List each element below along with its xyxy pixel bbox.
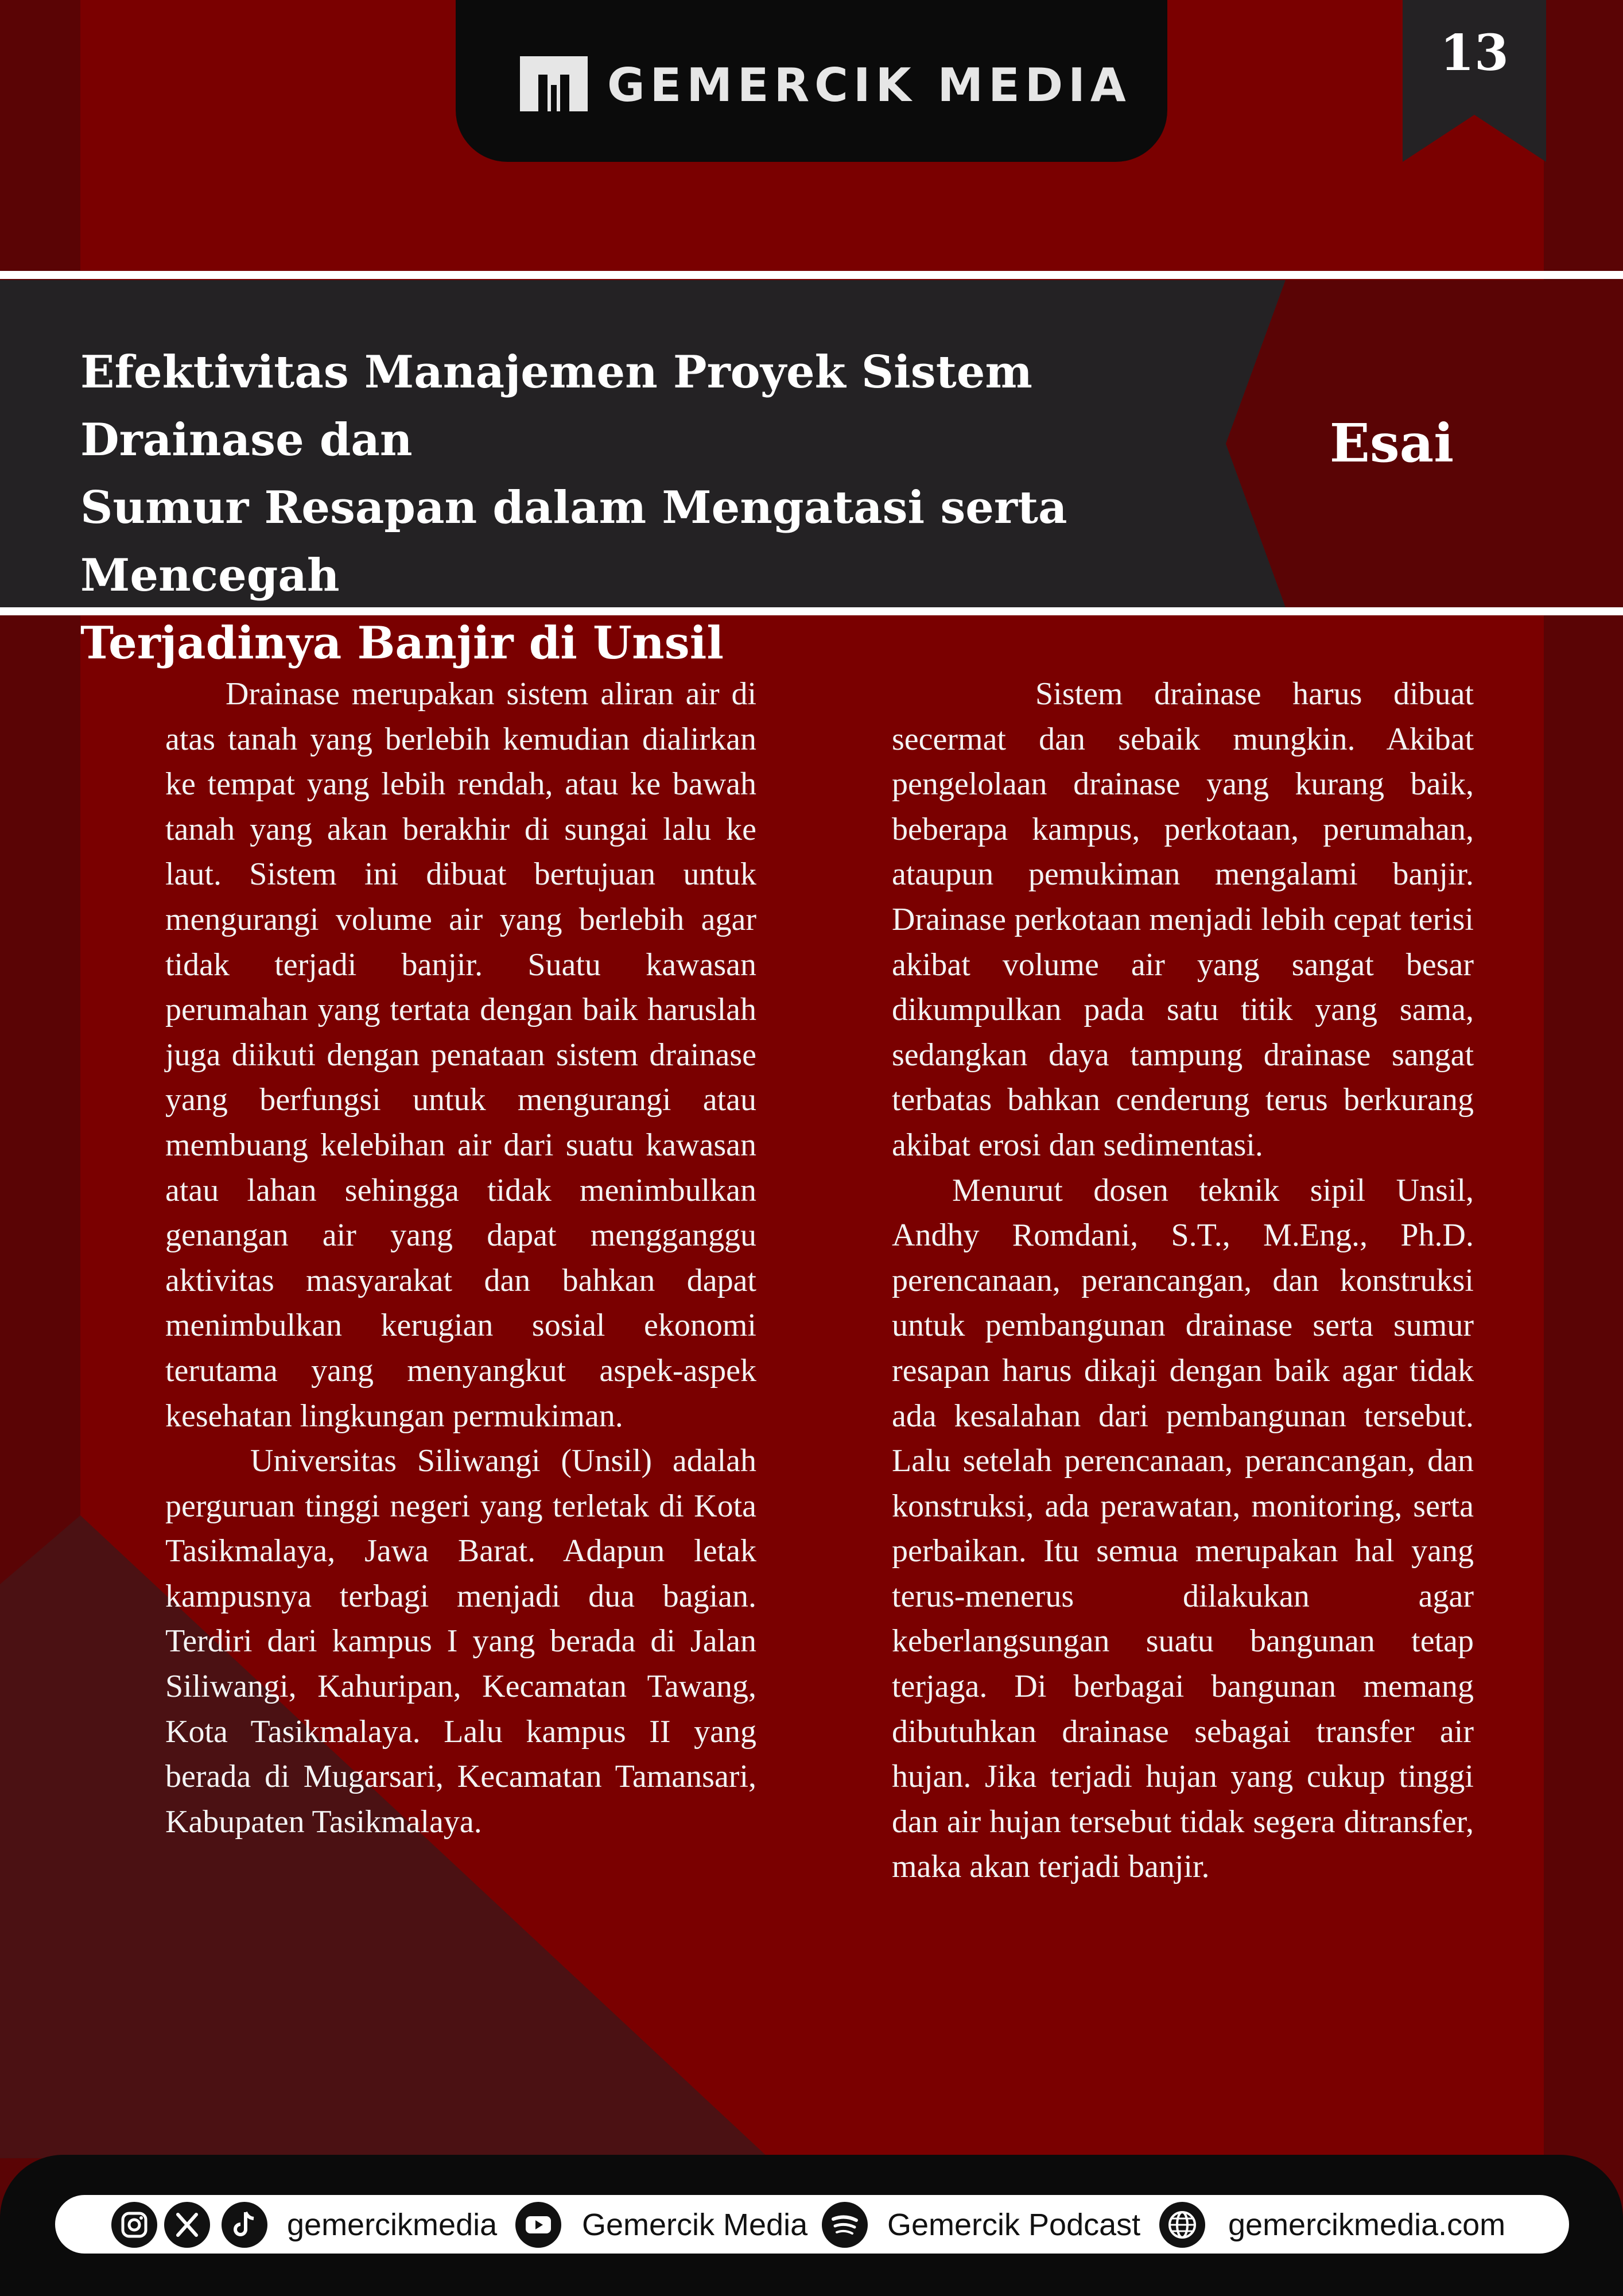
youtube-icon[interactable] xyxy=(515,2202,561,2248)
brand-name: GEMERCIK MEDIA xyxy=(607,59,1131,112)
instagram-icon[interactable] xyxy=(111,2202,157,2248)
article-paragraph: Sistem drainase harus dibuat secermat dan sebaik mungkin. Akibat pengelolaan drainase yang kurang baik, beberapa kampus, perkotaan, perumahan, ataupun pemukiman mengalami banjir. Drainase perkotaan menjadi lebih cepat terisi akibat volume air yang sangat besar dikumpulkan pada satu titik yang sama, sedangkan daya tampung drainase sangat terbatas bahkan cenderung terus berkurang akibat erosi dan sedimentasi. xyxy=(892,676,1474,1163)
article-paragraph: Menurut dosen teknik sipil Unsil, Andhy Romdani, S.T., M.Eng., Ph.D. perencanaan, perancangan, dan konstruksi untuk pembangunan drainase serta sumur resapan harus dikaji dengan baik agar tidak ada kesalahan dari pembangunan tersebut. Lalu setelah perencanaan, perancangan, dan konstruksi, ada perawatan, monitoring, serta perbaikan. Itu semua merupakan hal yang terus-menerus dilakukan agar keberlangsungan suatu bangunan tetap terjaga. Di berbagai bangunan memang dibutuhkan drainase sebagai transfer air hujan. Jika terjadi hujan yang cukup tinggi dan air hujan tersebut tidak segera ditransfer, maka akan terjadi banjir. xyxy=(892,1172,1474,1885)
globe-icon[interactable] xyxy=(1159,2202,1205,2248)
youtube-link[interactable]: Gemercik Media xyxy=(582,2208,808,2242)
article-title-line: Sumur Resapan dalam Mengatasi serta Mencegah xyxy=(80,482,1067,602)
podcast-link[interactable]: Gemercik Podcast xyxy=(887,2208,1141,2242)
social-handle-link[interactable]: gemercikmedia xyxy=(287,2208,498,2242)
tiktok-icon[interactable] xyxy=(222,2202,267,2248)
website-link[interactable]: gemercikmedia.com xyxy=(1228,2208,1506,2242)
article-column-left xyxy=(165,672,756,1844)
article-title-line: Terjadinya Banjir di Unsil xyxy=(80,617,724,669)
article-title xyxy=(80,339,1205,677)
spotify-icon[interactable] xyxy=(822,2202,868,2248)
gm-monogram-icon xyxy=(520,56,588,111)
x-icon[interactable] xyxy=(164,2202,210,2248)
title-top-rule xyxy=(0,271,1623,279)
article-paragraph: Drainase merupakan sistem aliran air di atas tanah yang berlebih kemudian dialirkan ke tempat yang lebih rendah, atau ke bawah tanah yang akan berakhir di sungai lalu ke laut. Sistem ini dibuat bertujuan untuk mengurangi volume air yang berlebih agar tidak terjadi banjir. Suatu kawasan perumahan yang tertata dengan baik haruslah juga diikuti dengan penataan sistem drainase yang berfungsi untuk mengurangi atau membuang kelebihan air dari suatu kawasan atau lahan sehingga tidak menimbulkan genangan air yang dapat mengganggu aktivitas masyarakat dan bahkan dapat menimbulkan kerugian sosial ekonomi terutama yang menyangkut aspek-aspek kesehatan lingkungan permukiman. xyxy=(165,676,756,1434)
page-number: 13 xyxy=(1440,24,1509,82)
article-column-right xyxy=(892,672,1474,1890)
article-paragraph: Universitas Siliwangi (Unsil) adalah perguruan tinggi negeri yang terletak di Kota Tasikmalaya, Jawa Barat. Adapun letak kampusnya terbagi menjadi dua bagian. Terdiri dari kampus I yang berada di Jalan Siliwangi, Kahuripan, Kecamatan Tawang, Kota Tasikmalaya. Lalu kampus II yang berada di Mugarsari, Kecamatan Tamansari, Kabupaten Tasikmalaya. xyxy=(165,1443,756,1840)
article-title-line: Efektivitas Manajemen Proyek Sistem Drainase dan xyxy=(80,346,1032,466)
category-label: Esai xyxy=(1329,412,1454,474)
